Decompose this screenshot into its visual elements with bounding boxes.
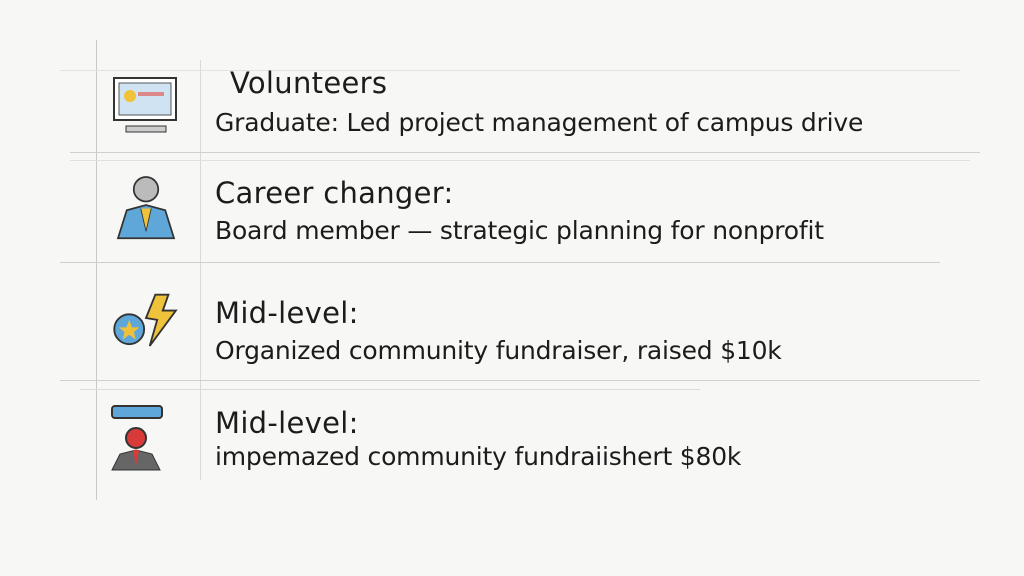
item-title: Volunteers xyxy=(230,66,388,100)
globe-lightning-icon xyxy=(106,290,186,360)
computer-icon xyxy=(106,70,186,140)
item-description: Graduate: Led project management of campus drive xyxy=(215,108,864,137)
item-title: Career changer: xyxy=(215,176,454,210)
column-line xyxy=(200,60,201,480)
divider xyxy=(60,70,960,71)
margin-line xyxy=(96,40,97,500)
person-badge-icon xyxy=(106,404,186,474)
item-description: Board member — strategic planning for nonprofit xyxy=(215,216,824,245)
item-description: impemazed community fundraiishert $80k xyxy=(215,442,742,471)
divider xyxy=(70,152,980,153)
item-title: Mid-level: xyxy=(215,296,359,330)
divider xyxy=(60,380,980,381)
divider xyxy=(70,160,970,161)
divider xyxy=(60,262,940,263)
item-description: Organized community fundraiser, raised $10k xyxy=(215,336,782,365)
person-headset-icon xyxy=(106,170,186,240)
divider xyxy=(80,389,700,390)
item-title: Mid-level: xyxy=(215,406,359,440)
